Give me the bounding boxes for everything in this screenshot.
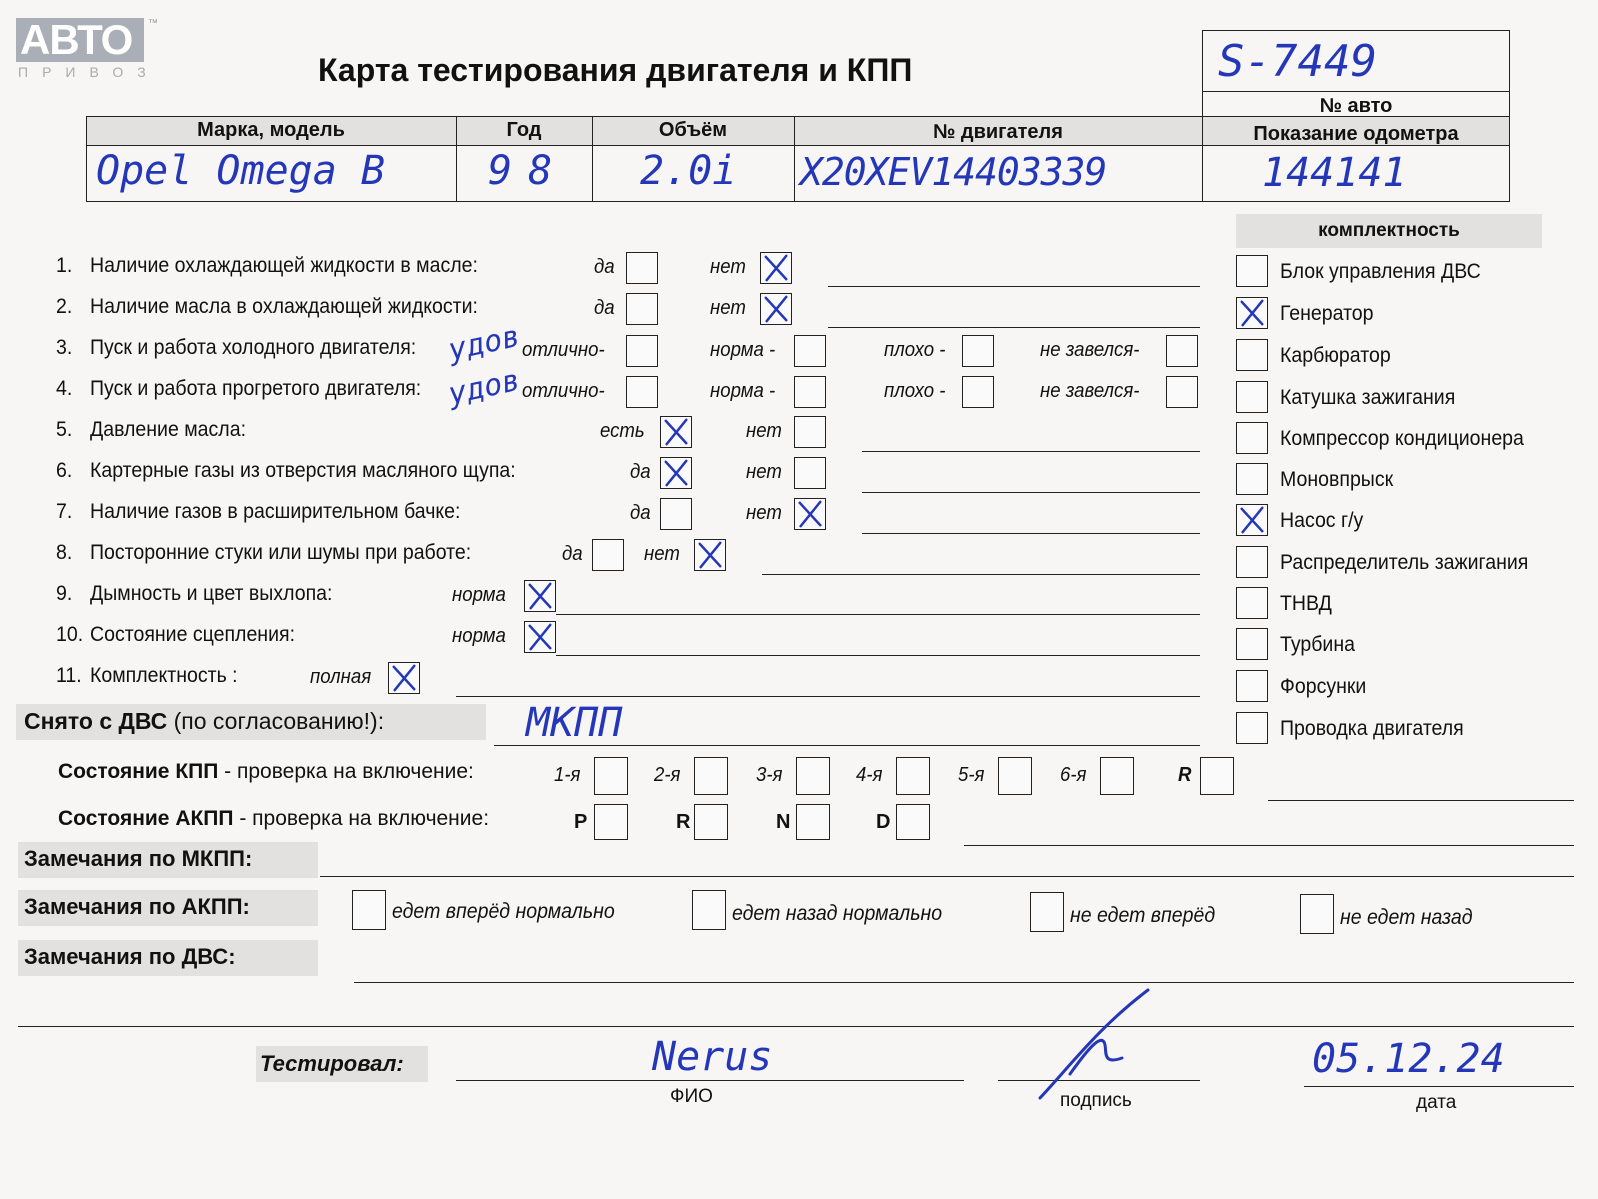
kpp-gear-3-label: 3-я	[756, 764, 783, 786]
check-3-opt-excellent-checkbox[interactable]	[626, 335, 658, 367]
tester-name-line	[456, 1080, 964, 1081]
check-6-note-line	[862, 492, 1200, 493]
check-8-opt-no-checkbox[interactable]	[694, 539, 726, 571]
kpp-label-bold: Состояние КПП	[58, 760, 219, 783]
tested-by-label: Тестировал:	[260, 1051, 404, 1076]
completeness-injectors-label: Форсунки	[1280, 675, 1367, 698]
kpp-gear-1-label: 1-я	[554, 764, 581, 786]
check-9-note-line	[556, 614, 1200, 615]
check-11-opt-full-label: полная	[310, 666, 372, 688]
completeness-distributor-label: Распределитель зажигания	[1280, 551, 1529, 574]
check-6-opt-yes-label: да	[630, 461, 651, 483]
check-6-opt-no-checkbox[interactable]	[794, 457, 826, 489]
remarks-dvs-line-2	[18, 1026, 1574, 1027]
check-3-note: удов	[445, 318, 524, 369]
akpp-backward-ok-label: едет назад нормально	[732, 902, 943, 925]
check-5-opt-no-label: нет	[746, 420, 782, 442]
check-4-note: удов	[445, 362, 524, 413]
check-9-label: Дымность и цвет выхлопа:	[90, 582, 333, 605]
akpp-mode-r-label: R	[676, 811, 691, 833]
completeness-mono-injection-label: Моновпрыск	[1280, 468, 1394, 491]
check-2-number: 2.	[56, 295, 73, 318]
completeness-ps-pump-label: Насос г/у	[1280, 509, 1364, 532]
kpp-gear-2-checkbox[interactable]	[694, 757, 728, 795]
kpp-line	[1268, 800, 1574, 801]
kpp-gear-r-label: R	[1178, 764, 1192, 786]
check-5-number: 5.	[56, 418, 73, 441]
check-1-opt-yes-checkbox[interactable]	[626, 252, 658, 284]
kpp-label-rest: - проверка на включение:	[218, 760, 474, 783]
akpp-mode-d-checkbox[interactable]	[896, 804, 930, 840]
check-8-label: Посторонние стуки или шумы при работе:	[90, 541, 472, 564]
completeness-generator-checkbox[interactable]	[1236, 297, 1268, 329]
check-x-mark	[525, 581, 555, 611]
completeness-ignition-coil-label: Катушка зажигания	[1280, 386, 1456, 409]
remarks-dvs-line-1	[354, 982, 1574, 983]
akpp-no-backward-checkbox[interactable]	[1300, 894, 1334, 934]
completeness-generator-label: Генератор	[1280, 302, 1374, 325]
brand-model-value: Opel Omega B	[96, 148, 385, 194]
check-4-opt-nostart-label: не завелся-	[1040, 380, 1140, 402]
check-2-opt-yes-label: да	[594, 297, 615, 319]
completeness-injection-pump-checkbox[interactable]	[1236, 587, 1268, 619]
check-8-opt-yes-checkbox[interactable]	[592, 539, 624, 571]
kpp-label	[58, 760, 474, 784]
check-6-label: Картерные газы из отверстия масляного щупа:	[90, 459, 516, 482]
check-11-note-line	[456, 696, 1200, 697]
check-3-opt-excellent-label: отлично-	[522, 339, 605, 361]
completeness-injectors-checkbox[interactable]	[1236, 670, 1268, 702]
check-4-label: Пуск и работа прогретого двигателя:	[90, 377, 422, 400]
check-10-note-line	[556, 655, 1200, 656]
check-4-opt-normal-checkbox[interactable]	[794, 376, 826, 408]
check-11-opt-full-checkbox[interactable]	[388, 662, 420, 694]
check-5-opt-no-checkbox[interactable]	[794, 416, 826, 448]
check-7-note-line	[862, 533, 1200, 534]
remarks-dvs-label: Замечания по ДВС:	[24, 944, 236, 969]
check-7-opt-no-label: нет	[746, 502, 782, 524]
removed-value: МКПП	[526, 700, 623, 746]
remarks-mkpp-line	[320, 876, 1574, 877]
check-1-opt-no-label: нет	[710, 256, 746, 278]
check-5-opt-yes-label: есть	[600, 420, 645, 442]
signature-mark	[1030, 986, 1160, 1106]
page-title: Карта тестирования двигателя и КПП	[318, 52, 913, 88]
check-3-opt-normal-label: норма -	[710, 339, 776, 361]
check-11-number: 11.	[56, 664, 82, 687]
fio-label: ФИО	[670, 1086, 713, 1107]
removed-label	[24, 708, 384, 735]
completeness-injection-pump-label: ТНВД	[1280, 592, 1332, 615]
check-6-number: 6.	[56, 459, 73, 482]
brand-model-label: Марка, модель	[197, 119, 345, 141]
check-3-opt-bad-label: плохо -	[884, 339, 946, 361]
completeness-turbine-label: Турбина	[1280, 633, 1355, 656]
remarks-akpp-label: Замечания по АКПП:	[24, 894, 250, 919]
check-3-number: 3.	[56, 336, 73, 359]
check-x-mark	[695, 540, 725, 570]
kpp-gear-2-label: 2-я	[654, 764, 681, 786]
check-9-number: 9.	[56, 582, 73, 605]
completeness-ps-pump-checkbox[interactable]	[1236, 504, 1268, 536]
completeness-turbine-checkbox[interactable]	[1236, 628, 1268, 660]
date-value: 05.12.24	[1312, 1036, 1505, 1082]
completeness-carburetor-label: Карбюратор	[1280, 344, 1391, 367]
check-3-opt-bad-checkbox[interactable]	[962, 335, 994, 367]
check-7-opt-no-checkbox[interactable]	[794, 498, 826, 530]
removed-label-rest: (по согласованию!):	[167, 708, 385, 734]
kpp-gear-5-label: 5-я	[958, 764, 985, 786]
kpp-gear-5-checkbox[interactable]	[998, 757, 1032, 795]
check-4-opt-bad-label: плохо -	[884, 380, 946, 402]
check-x-mark	[525, 622, 555, 652]
akpp-line	[964, 845, 1574, 846]
check-x-mark	[1237, 505, 1267, 535]
completeness-title: комплектность	[1318, 220, 1460, 241]
check-5-label: Давление масла:	[90, 418, 246, 441]
check-4-opt-nostart-checkbox[interactable]	[1166, 376, 1198, 408]
check-3-opt-nostart-label: не завелся-	[1040, 339, 1140, 361]
removed-label-bold: Снято с ДВС	[24, 708, 168, 734]
check-11-label: Комплектность :	[90, 664, 238, 687]
check-10-opt-normal-checkbox[interactable]	[524, 621, 556, 653]
logo-main-text: АВТО	[20, 16, 133, 63]
check-2-opt-no-label: нет	[710, 297, 746, 319]
check-6-opt-yes-checkbox[interactable]	[660, 457, 692, 489]
kpp-gear-4-checkbox[interactable]	[896, 757, 930, 795]
completeness-ac-compressor-label: Компрессор кондиционера	[1280, 427, 1524, 450]
completeness-ignition-coil-checkbox[interactable]	[1236, 381, 1268, 413]
kpp-gear-6-checkbox[interactable]	[1100, 757, 1134, 795]
signature-label: подпись	[1060, 1090, 1132, 1111]
check-4-opt-bad-checkbox[interactable]	[962, 376, 994, 408]
auto-number-value: S-7449	[1218, 36, 1377, 87]
akpp-mode-n-label: N	[776, 811, 791, 833]
check-1-label: Наличие охлаждающей жидкости в масле:	[90, 254, 478, 277]
check-1-opt-yes-label: да	[594, 256, 615, 278]
check-x-mark	[661, 417, 691, 447]
check-9-opt-normal-label: норма	[452, 584, 506, 606]
volume-label: Объём	[658, 119, 728, 141]
kpp-gear-1-checkbox[interactable]	[594, 757, 628, 795]
check-x-mark	[795, 499, 825, 529]
check-5-note-line	[862, 451, 1200, 452]
logo	[14, 16, 160, 82]
akpp-forward-ok-checkbox[interactable]	[352, 890, 386, 930]
year-label: Год	[506, 119, 542, 141]
completeness-carburetor-checkbox[interactable]	[1236, 339, 1268, 371]
check-1-opt-no-checkbox[interactable]	[760, 252, 792, 284]
akpp-no-forward-checkbox[interactable]	[1030, 892, 1064, 932]
check-8-number: 8.	[56, 541, 73, 564]
completeness-wiring-label: Проводка двигателя	[1280, 717, 1464, 740]
kpp-gear-6-label: 6-я	[1060, 764, 1087, 786]
akpp-label-rest: - проверка на включение:	[233, 807, 490, 830]
akpp-no-forward-label: не едет вперёд	[1070, 904, 1216, 927]
check-x-mark	[389, 663, 419, 693]
check-3-opt-normal-checkbox[interactable]	[794, 335, 826, 367]
check-3-opt-nostart-checkbox[interactable]	[1166, 335, 1198, 367]
completeness-wiring-checkbox[interactable]	[1236, 712, 1268, 744]
check-10-opt-normal-label: норма	[452, 625, 506, 647]
akpp-label	[58, 807, 489, 831]
check-7-opt-yes-label: да	[630, 502, 651, 524]
tester-name: Nerus	[652, 1034, 773, 1080]
removed-line	[494, 745, 1200, 746]
completeness-ecu-label: Блок управления ДВС	[1280, 260, 1481, 283]
check-7-label: Наличие газов в расширительном бачке:	[90, 500, 461, 523]
check-6-opt-no-label: нет	[746, 461, 782, 483]
check-4-opt-excellent-checkbox[interactable]	[626, 376, 658, 408]
check-8-opt-no-label: нет	[644, 543, 680, 565]
check-10-number: 10.	[56, 623, 84, 646]
check-2-label: Наличие масла в охлаждающей жидкости:	[90, 295, 478, 318]
akpp-mode-p-label: P	[574, 811, 588, 833]
odometer-label: Показание одометра	[1253, 123, 1459, 145]
check-1-number: 1.	[56, 254, 73, 277]
engine-no-label: № двигателя	[933, 121, 1063, 143]
akpp-mode-r-checkbox[interactable]	[694, 804, 728, 840]
completeness-mono-injection-checkbox[interactable]	[1236, 463, 1268, 495]
akpp-mode-d-label: D	[876, 811, 891, 833]
kpp-gear-4-label: 4-я	[856, 764, 883, 786]
remarks-mkpp-label: Замечания по МКПП:	[24, 846, 253, 871]
akpp-mode-n-checkbox[interactable]	[796, 804, 830, 840]
odometer-value: 144141	[1262, 150, 1407, 196]
check-5-opt-yes-checkbox[interactable]	[660, 416, 692, 448]
check-8-note-line	[762, 574, 1200, 575]
akpp-forward-ok-label: едет вперёд нормально	[392, 900, 615, 923]
completeness-ecu-checkbox[interactable]	[1236, 255, 1268, 287]
volume-value: 2.0i	[640, 148, 737, 194]
date-line	[1304, 1086, 1574, 1087]
engine-no-value: X20XEV14403339	[800, 150, 1107, 194]
akpp-backward-ok-checkbox[interactable]	[692, 890, 726, 930]
logo-sub-text: ПРИВОЗ	[18, 64, 160, 80]
akpp-no-backward-label: не едет назад	[1340, 906, 1473, 929]
check-2-opt-no-checkbox[interactable]	[760, 293, 792, 325]
check-7-number: 7.	[56, 500, 73, 523]
check-8-opt-yes-label: да	[562, 543, 583, 565]
check-x-mark	[1237, 298, 1267, 328]
logo-tm: ™	[148, 18, 158, 29]
year-value: 98	[488, 148, 569, 194]
check-2-note-line	[828, 327, 1200, 328]
check-4-number: 4.	[56, 377, 73, 400]
completeness-ac-compressor-checkbox[interactable]	[1236, 422, 1268, 454]
completeness-distributor-checkbox[interactable]	[1236, 546, 1268, 578]
check-10-label: Состояние сцепления:	[90, 623, 296, 646]
check-2-opt-yes-checkbox[interactable]	[626, 293, 658, 325]
kpp-gear-3-checkbox[interactable]	[796, 757, 830, 795]
check-x-mark	[761, 253, 791, 283]
date-label: дата	[1416, 1092, 1457, 1113]
check-x-mark	[761, 294, 791, 324]
akpp-label-bold: Состояние АКПП	[58, 807, 234, 830]
kpp-gear-r-checkbox[interactable]	[1200, 757, 1234, 795]
check-x-mark	[661, 458, 691, 488]
check-3-label: Пуск и работа холодного двигателя:	[90, 336, 417, 359]
check-4-opt-normal-label: норма -	[710, 380, 776, 402]
check-4-opt-excellent-label: отлично-	[522, 380, 605, 402]
akpp-mode-p-checkbox[interactable]	[594, 804, 628, 840]
check-7-opt-yes-checkbox[interactable]	[660, 498, 692, 530]
check-9-opt-normal-checkbox[interactable]	[524, 580, 556, 612]
check-1-note-line	[828, 286, 1200, 287]
auto-number-label: № авто	[1319, 95, 1393, 117]
